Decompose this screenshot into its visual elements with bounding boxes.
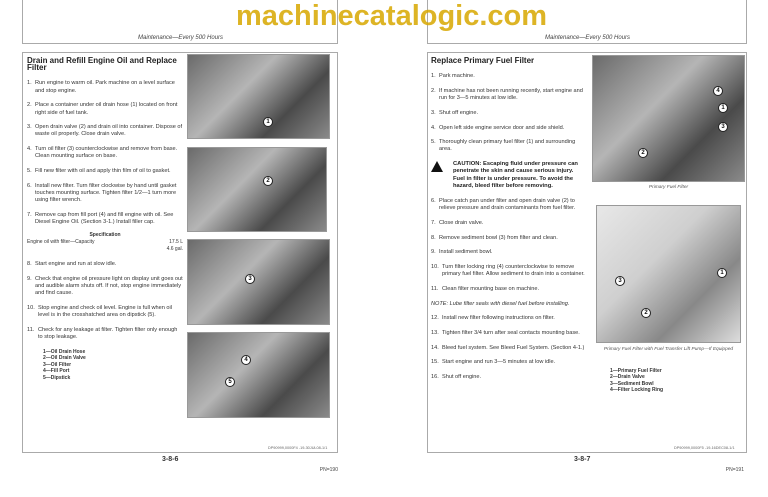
step-text: Install sediment bowl. — [439, 249, 493, 256]
step-number: 16. — [431, 374, 439, 381]
step-item — [431, 286, 589, 293]
legend-item: 4—Filter Locking Ring — [610, 387, 664, 394]
step-item — [431, 139, 589, 153]
photo-fill-port-dipstick — [187, 332, 330, 418]
step-number: 10. — [27, 305, 35, 312]
step-number: 3. — [431, 109, 436, 116]
step-text: Check that engine oil pressure light on display unit goes out and audible alarm shuts off. If not, stop engine immediately and find cause. — [35, 276, 183, 297]
right-text-column — [431, 57, 589, 389]
step-text: Stop engine and check oil level. Engine is full when oil level is in the crosshatched area on dipstick (5). — [38, 305, 173, 319]
callout-4: 4 — [241, 355, 251, 365]
step-text: Park machine. — [439, 73, 475, 80]
section-title: Replace Primary Fuel Filter — [431, 56, 535, 65]
note: NOTE: Lube filter seals with diesel fuel before installing. — [431, 300, 570, 307]
step-text: Thoroughly clean primary fuel filter (1) and surrounding area. — [439, 139, 576, 153]
step-item — [27, 102, 183, 116]
photo-fuel-filter-lift-pump — [596, 205, 741, 343]
step-item — [27, 212, 183, 226]
step-text: Place catch pan under filter and open drain valve (2) to relieve pressure and drain contaminants from fuel filter. — [439, 197, 576, 212]
step-text: Open drain valve (2) and drain oil into container. Dispose of waste oil properly. Close drain valve. — [35, 124, 183, 138]
step-number: 9. — [27, 276, 32, 283]
step-text: Turn oil filter (3) counterclockwise and remove from base. Clean mounting surface on base. — [35, 146, 178, 160]
right-running-header: Maintenance—Every 500 Hours — [545, 35, 631, 41]
step-number: 15. — [431, 359, 439, 366]
step-item — [431, 125, 589, 132]
callout-5: 5 — [225, 377, 235, 387]
step-number: 13. — [431, 329, 439, 336]
step-item — [431, 330, 589, 337]
step-item — [431, 359, 589, 366]
callout-1: 1 — [717, 268, 727, 278]
left-page-number: 3-8-6 — [162, 456, 179, 463]
step-number: 2. — [431, 87, 436, 94]
callout-1: 1 — [263, 117, 273, 127]
step-item — [431, 315, 589, 322]
spec-value-liters: 17.5 L — [169, 238, 183, 245]
step-item — [431, 345, 589, 352]
legend-item: 5—Dipstick — [43, 374, 71, 381]
step-text: Fill new filter with oil and apply thin film of oil to gasket. — [35, 168, 171, 175]
legend-item: 2—Drain Valve — [610, 374, 645, 381]
left-pn: PN=190 — [319, 467, 338, 473]
step-item — [27, 276, 183, 298]
spec-value-gallons: 4.6 gal. — [166, 246, 183, 253]
callout-4: 4 — [713, 86, 723, 96]
right-page-number: 3-8-7 — [574, 456, 591, 463]
step-text: Remove cap from fill port (4) and fill engine with oil. See Diesel Engine Oil. (Section 3-1.) Install filler cap. — [35, 211, 174, 226]
callout-2: 2 — [641, 308, 651, 318]
spec-label: Engine oil with filter—Capacity — [27, 238, 95, 245]
step-number: 14. — [431, 344, 439, 351]
step-item — [431, 198, 589, 212]
step-item — [27, 261, 183, 268]
step-item — [431, 220, 589, 227]
left-footer-ref: DP90999,0000F4 -19-30JUL08-1/1 — [268, 446, 328, 450]
step-number: 3. — [27, 124, 32, 131]
callout-3: 3 — [615, 276, 625, 286]
step-text: Bleed fuel system. See Bleed Fuel System. (Section 4-1.) — [442, 344, 585, 351]
specification — [27, 232, 183, 254]
caption-fuel-filter-lift-pump: Primary Fuel Filter with Fuel Transfer Lift Pump—If Equipped — [603, 347, 734, 352]
step-number: 10. — [431, 263, 439, 270]
photo-primary-fuel-filter — [592, 55, 745, 182]
step-text: Turn filter locking ring (4) counterclockwise to remove primary fuel filter. Allow sediment to drain into a container. — [442, 263, 585, 278]
step-number: 7. — [27, 211, 32, 218]
step-item — [431, 110, 589, 117]
callout-2: 2 — [263, 176, 273, 186]
step-item — [27, 124, 183, 138]
step-number: 11. — [27, 327, 35, 334]
left-running-header: Maintenance—Every 500 Hours — [138, 35, 224, 41]
step-number: 1. — [431, 73, 436, 80]
step-text: Open left side engine service door and side shield. — [439, 124, 565, 131]
legend-item: 1—Primary Fuel Filter — [610, 368, 662, 374]
step-text: Place a container under oil drain hose (1) located on front right side of fuel tank. — [35, 102, 178, 116]
step-item — [27, 327, 183, 341]
photo-oil-drain-valve — [187, 147, 327, 232]
section-title: Drain and Refill Engine Oil and Replace Filter — [27, 56, 177, 73]
step-number: 2. — [27, 102, 32, 109]
callout-2: 2 — [638, 148, 648, 158]
step-number: 6. — [27, 182, 32, 189]
photo-oil-filter — [187, 239, 330, 325]
step-text: Check for any leakage at filter. Tighten filter only enough to stop leakage. — [38, 327, 178, 341]
step-number: 1. — [27, 80, 32, 87]
legend-item: 1—Oil Drain Hose — [43, 348, 86, 355]
step-text: Start engine and run 3—5 minutes at low idle. — [442, 359, 556, 366]
left-text-column — [27, 57, 183, 381]
step-text: Install new filter following instructions on filter. — [442, 315, 555, 322]
step-item — [431, 88, 589, 102]
caution-block — [431, 161, 589, 190]
step-number: 11. — [431, 285, 439, 292]
step-number: 5. — [27, 168, 32, 175]
step-item — [431, 264, 589, 278]
legend-item: 3—Sediment Bowl — [610, 380, 654, 387]
step-number: 8. — [431, 234, 436, 241]
step-number: 9. — [431, 249, 436, 256]
parts-legend — [610, 368, 663, 394]
step-item — [431, 249, 589, 256]
step-number: 6. — [431, 197, 436, 204]
step-item — [27, 183, 183, 205]
legend-item: 4—Fill Port — [43, 368, 70, 375]
step-text: Shut off engine. — [439, 109, 479, 116]
right-footer-ref: DP90999,0000F5 -19-16DEC08-1/1 — [674, 446, 735, 450]
step-item — [27, 146, 183, 160]
step-number: 5. — [431, 139, 436, 146]
step-text: Run engine to warm oil. Park machine on a level surface and stop engine. — [35, 80, 175, 94]
step-text: If machine has not been running recently, start engine and run for 3—5 minutes at low idle. — [439, 87, 583, 102]
photo-oil-drain-hose — [187, 54, 330, 139]
callout-3: 3 — [718, 122, 728, 132]
step-number: 8. — [27, 261, 32, 268]
right-pn: PN=191 — [725, 467, 744, 473]
watermark: machinecatalogic.com — [236, 0, 548, 32]
caption-primary-fuel-filter: Primary Fuel Filter — [648, 185, 689, 190]
step-text: Start engine and run at slow idle. — [35, 261, 117, 268]
step-item — [431, 374, 589, 381]
step-text: Remove sediment bowl (3) from filter and clean. — [439, 234, 558, 241]
warning-icon — [431, 161, 443, 172]
step-text: Close drain valve. — [439, 219, 484, 226]
step-item — [431, 235, 589, 242]
spec-heading: Specification — [89, 231, 121, 238]
step-text: Tighten filter 3/4 turn after seal contacts mounting base. — [442, 329, 580, 336]
step-text: Shut off engine. — [442, 374, 482, 381]
legend-item: 2—Oil Drain Valve — [43, 355, 86, 362]
callout-3: 3 — [245, 274, 255, 284]
step-text: Install new filter. Turn filter clockwise by hand until gasket touches mounting surface. Tighten filter 1/2—1 turn more using filter wrench. — [35, 182, 177, 204]
step-text: Clean filter mounting base on machine. — [442, 285, 540, 292]
step-item — [27, 168, 183, 175]
parts-legend — [43, 349, 183, 381]
step-number: 7. — [431, 219, 436, 226]
step-number: 4. — [431, 124, 436, 131]
legend-item: 3—Oil Filter — [43, 361, 72, 368]
step-item — [431, 73, 589, 80]
step-number: 12. — [431, 315, 439, 322]
step-number: 4. — [27, 146, 32, 153]
caution-text: CAUTION: Escaping fluid under pressure can penetrate the skin and cause serious injury. Fuel in filter is under pressure. To avoid the hazard, bleed filter before removing. — [453, 161, 578, 189]
callout-1: 1 — [718, 103, 728, 113]
step-item — [27, 305, 183, 319]
step-item — [27, 80, 183, 94]
